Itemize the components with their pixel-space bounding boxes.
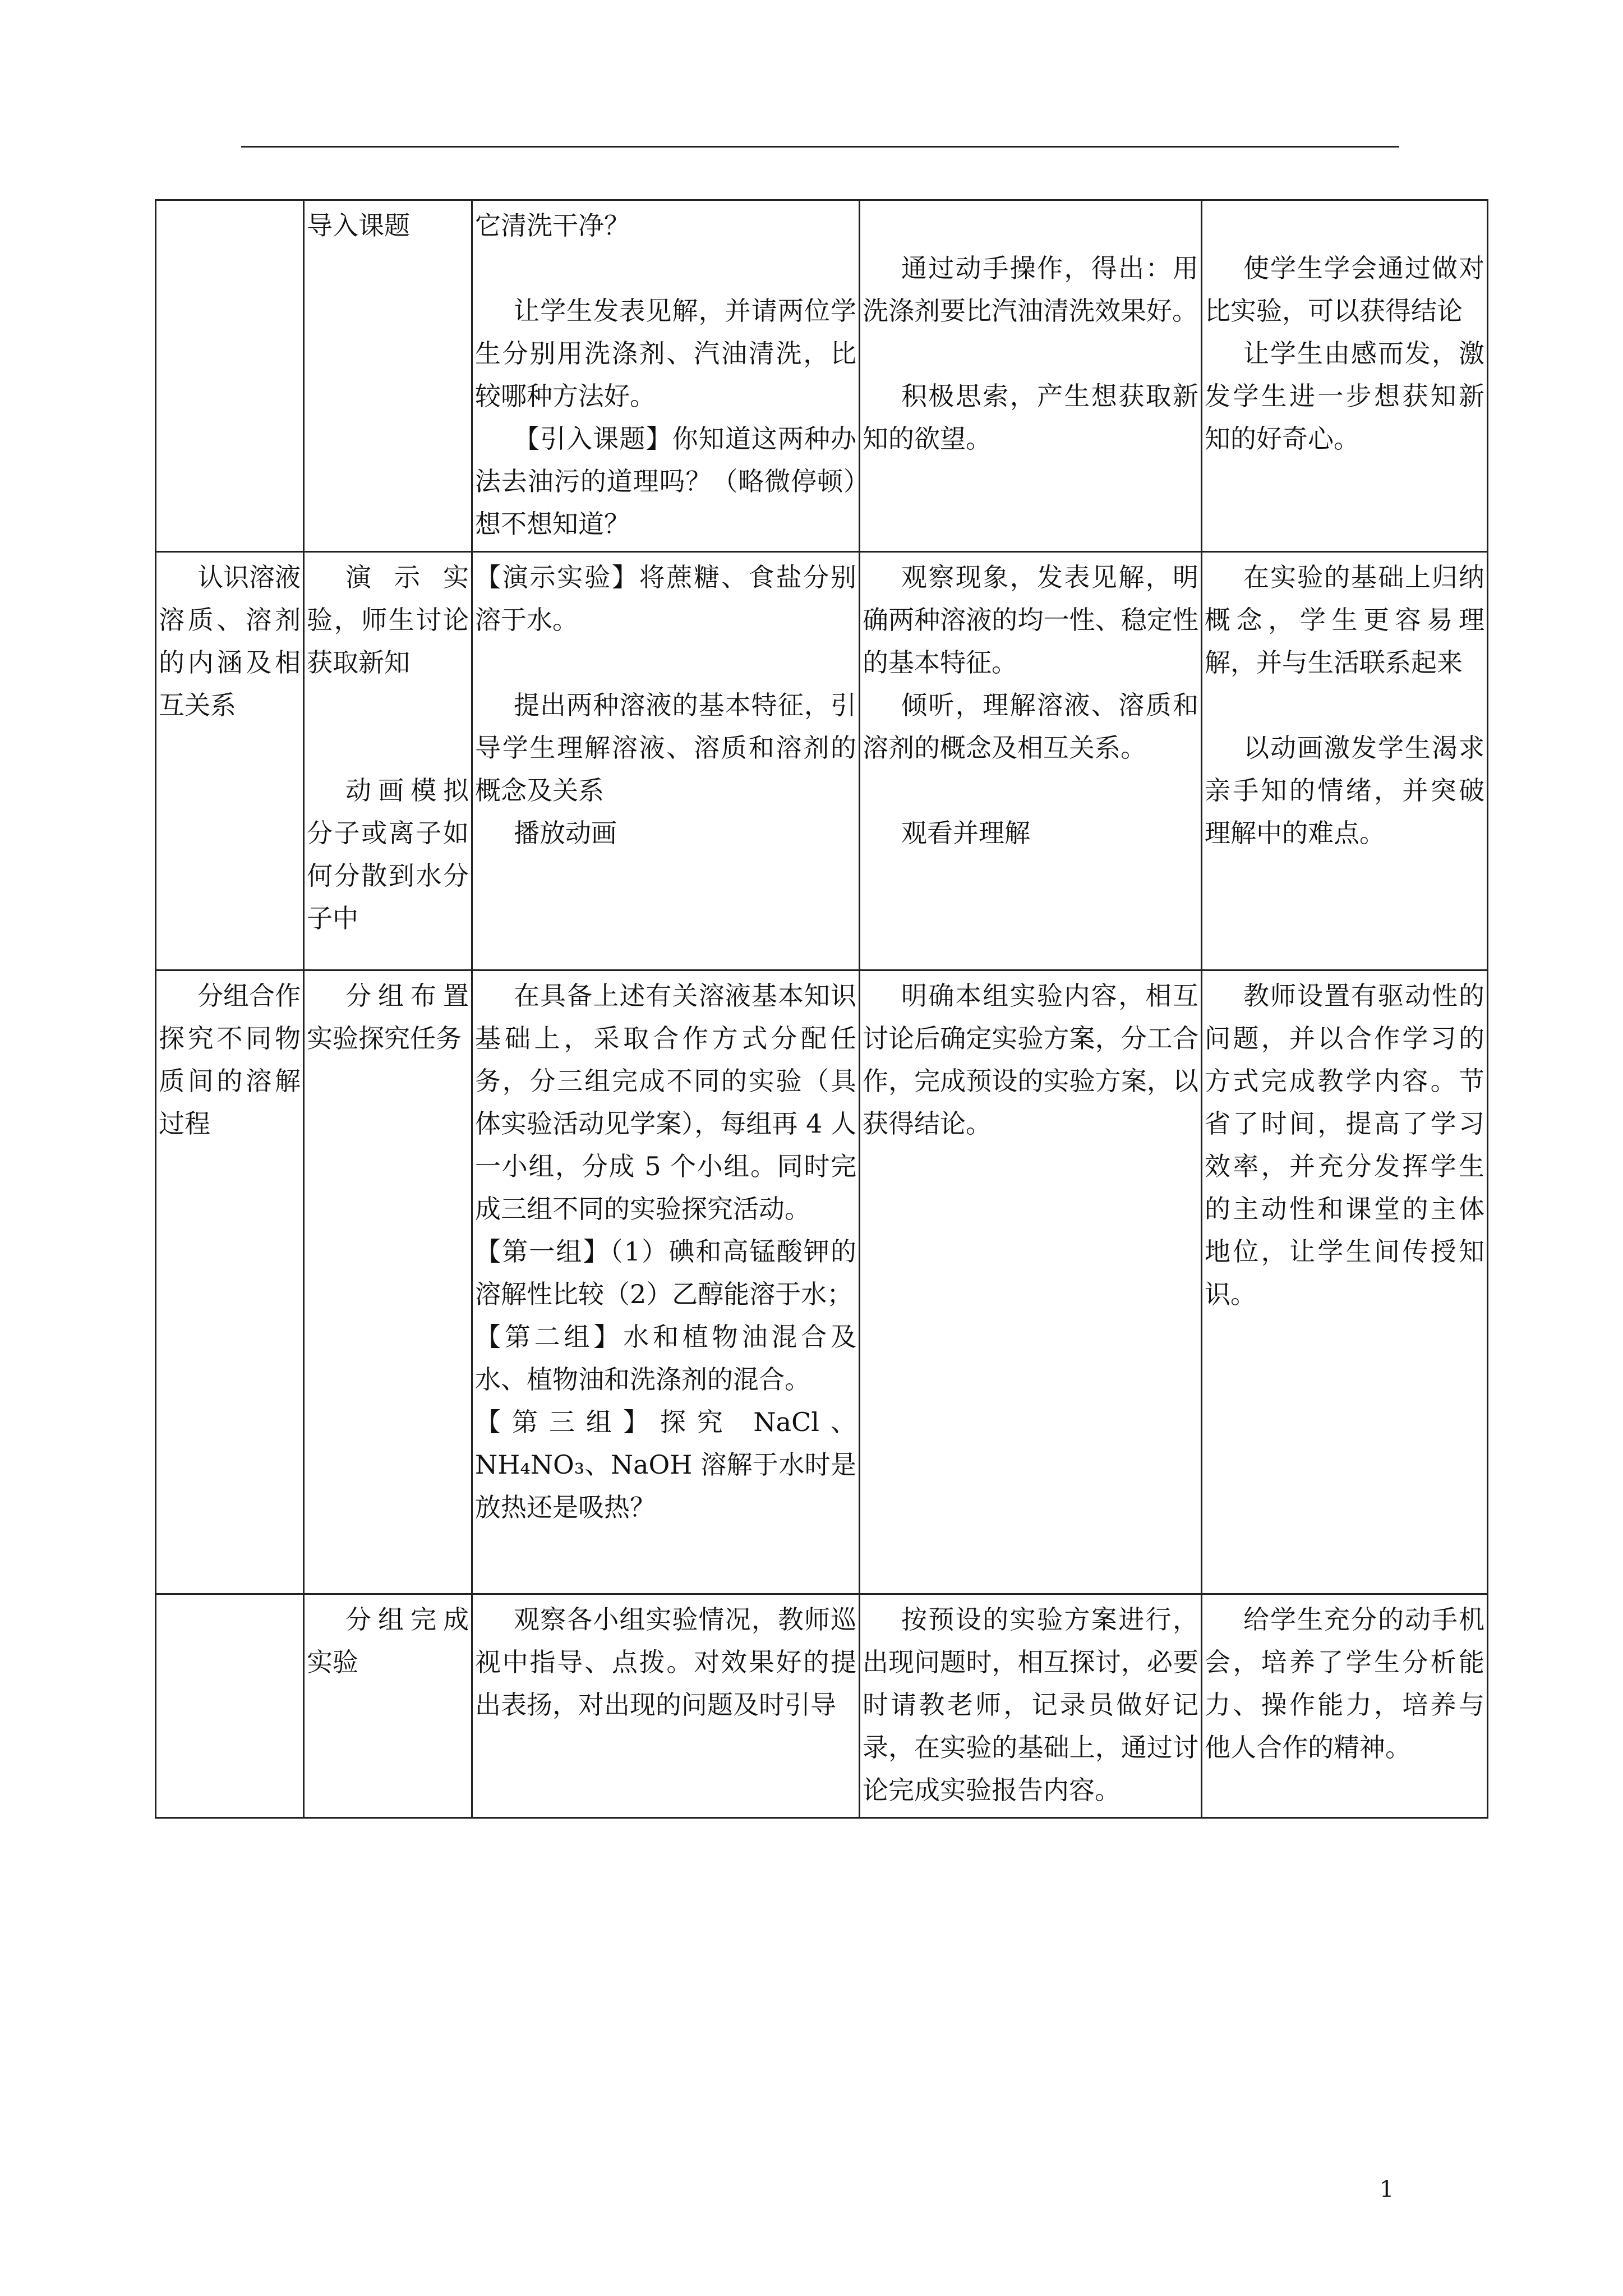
teacher-cell	[472, 200, 860, 552]
cell-text: 认识溶液溶质、溶剂的内涵及相互关系	[159, 562, 301, 720]
cell-text: 使学生学会通过做对比实验，可以获得结论	[1205, 253, 1484, 326]
cell-text: 观察现象，发表见解，明确两种溶液的均一性、稳定性的基本特征。	[863, 562, 1198, 678]
intent-cell	[1202, 1594, 1488, 1818]
cell-text: 【第三组】探究 NaCl、NH₄NO₃、NaOH 溶解于水时是放热还是吸热？	[475, 1407, 856, 1522]
page-number: 1	[1380, 2177, 1394, 2202]
student-cell	[860, 1594, 1202, 1818]
intent-cell	[1202, 970, 1488, 1594]
cell-text: 【引入课题】你知道这两种办法去油污的道理吗？（略微停顿）想不想知道？	[475, 424, 856, 539]
table-row	[156, 552, 1488, 970]
activity-cell	[304, 970, 472, 1594]
cell-text: 让学生发表见解，并请两位学生分别用洗涤剂、汽油清洗，比较哪种方法好。	[475, 296, 856, 411]
table-row	[156, 970, 1488, 1594]
cell-text: 倾听，理解溶液、溶质和溶剂的概念及相互关系。	[863, 690, 1198, 763]
cell-text: 演示实验，师生讨论获取新知	[307, 562, 469, 678]
cell-text: 在实验的基础上归纳概念，学生更容易理解，并与生活联系起来	[1205, 562, 1484, 678]
student-cell	[860, 970, 1202, 1594]
activity-cell	[304, 1594, 472, 1818]
cell-text: 以动画激发学生渴求亲手知的情绪，并突破理解中的难点。	[1205, 733, 1484, 848]
teacher-cell	[472, 970, 860, 1594]
teacher-cell	[472, 552, 860, 970]
cell-text: 动画模拟分子或离子如何分散到水分子中	[307, 775, 469, 933]
stage-cell	[156, 200, 304, 552]
student-cell	[860, 200, 1202, 552]
cell-text: 观察各小组实验情况，教师巡视中指导、点拨。对效果好的提出表扬，对出现的问题及时引导	[475, 1604, 856, 1720]
cell-text: 【演示实验】将蔗糖、食盐分别溶于水。	[475, 562, 856, 635]
student-cell	[860, 552, 1202, 970]
intent-cell	[1202, 200, 1488, 552]
cell-text: 它清洗干净？	[475, 210, 630, 241]
cell-text: 分组完成实验	[307, 1604, 469, 1677]
activity-cell	[304, 200, 472, 552]
teacher-cell	[472, 1594, 860, 1818]
cell-text: 给学生充分的动手机会，培养了学生分析能力、操作能力，培养与他人合作的精神。	[1205, 1604, 1484, 1763]
cell-text: 播放动画	[514, 818, 617, 848]
cell-text: 积极思索，产生想获取新知的欲望。	[863, 381, 1198, 454]
intent-cell	[1202, 552, 1488, 970]
cell-text: 【第一组】（1）碘和高锰酸钾的溶解性比较（2）乙醇能溶于水；	[475, 1236, 856, 1309]
cell-text: 分组布置实验探究任务	[307, 981, 469, 1053]
table-row	[156, 200, 1488, 552]
cell-text: 观看并理解	[901, 818, 1030, 848]
cell-text: 提出两种溶液的基本特征，引导学生理解溶液、溶质和溶剂的概念及关系	[475, 690, 856, 806]
header-rule	[241, 146, 1399, 148]
cell-text: 教师设置有驱动性的问题，并以合作学习的方式完成教学内容。节省了时间，提高了学习效率，并充分发挥学生的主动性和课堂的主体地位，让学生间传授知识。	[1205, 981, 1484, 1309]
stage-cell	[156, 552, 304, 970]
cell-text: 按预设的实验方案进行，出现问题时，相互探讨，必要时请教老师，记录员做好记录，在实验的基础上，通过讨论完成实验报告内容。	[863, 1604, 1198, 1805]
cell-text: 导入课题	[307, 210, 410, 241]
cell-text: 【第二组】水和植物油混合及水、植物油和洗涤剂的混合。	[475, 1322, 856, 1395]
cell-text: 明确本组实验内容，相互讨论后确定实验方案，分工合作，完成预设的实验方案，以获得结论。	[863, 981, 1198, 1139]
cell-text: 在具备上述有关溶液基本知识基础上，采取合作方式分配任务，分三组完成不同的实验（具体实验活动见学案），每组再 4 人一小组，分成 5 个小组。同时完成三组不同的实验探究活动。	[475, 981, 856, 1224]
table-row	[156, 1594, 1488, 1818]
cell-text: 让学生由感而发，激发学生进一步想获知新知的好奇心。	[1205, 338, 1484, 454]
cell-text: 分组合作探究不同物质间的溶解过程	[159, 981, 301, 1139]
activity-cell	[304, 552, 472, 970]
stage-cell	[156, 970, 304, 1594]
lesson-plan-table	[155, 199, 1488, 1819]
stage-cell	[156, 1594, 304, 1818]
cell-text: 通过动手操作，得出：用洗涤剂要比汽油清洗效果好。	[863, 253, 1198, 326]
